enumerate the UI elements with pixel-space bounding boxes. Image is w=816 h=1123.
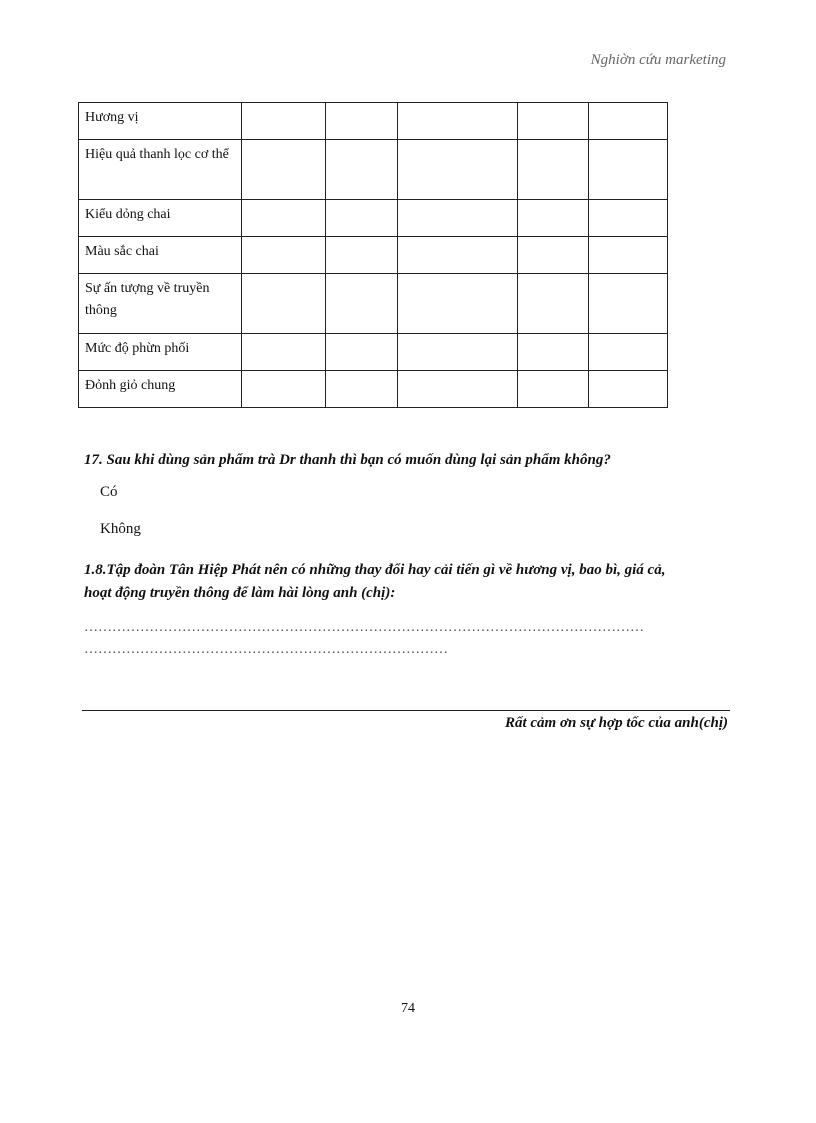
table-cell — [398, 200, 518, 237]
divider — [82, 710, 730, 711]
table-cell — [398, 140, 518, 200]
table-cell — [518, 140, 589, 200]
row-label: Hương vị — [79, 103, 242, 140]
table-cell — [589, 274, 668, 334]
option-no[interactable]: Không — [100, 521, 141, 537]
table-cell — [589, 371, 668, 408]
table-row — [79, 371, 668, 408]
table-cell — [518, 237, 589, 274]
table-cell — [518, 274, 589, 334]
table-cell — [242, 140, 326, 200]
table-cell — [326, 200, 398, 237]
table-cell — [589, 200, 668, 237]
table-cell — [242, 274, 326, 334]
row-label: Hiệu quả thanh lọc cơ thể — [79, 140, 242, 200]
table-cell — [242, 371, 326, 408]
table-cell — [589, 140, 668, 200]
row-label: Mức độ phừn phối — [79, 334, 242, 371]
table-cell — [398, 103, 518, 140]
table-cell — [242, 200, 326, 237]
table-cell — [326, 274, 398, 334]
table-cell — [518, 334, 589, 371]
table-row — [79, 200, 668, 237]
table-cell — [518, 200, 589, 237]
table-cell — [589, 334, 668, 371]
row-label: Màu sắc chai — [79, 237, 242, 274]
table-cell — [398, 371, 518, 408]
table-cell — [518, 103, 589, 140]
table-row — [79, 103, 668, 140]
table-cell — [242, 103, 326, 140]
table-cell — [326, 371, 398, 408]
question-18-line1: 1.8.Tập đoàn Tân Hiệp Phát nên có những thay đổi hay cải tiến gì về hương vị, bao bì, giá cả, — [84, 562, 666, 578]
table-row — [79, 334, 668, 371]
thank-you-note: Rất cảm ơn sự hợp tốc của anh(chị) — [504, 715, 728, 731]
rating-table — [78, 102, 668, 408]
question-17: 17. Sau khi dùng sản phẩm trà Dr thanh thì bạn có muốn dùng lại sản phẩm không? — [84, 452, 611, 468]
option-yes[interactable]: Có — [100, 484, 118, 500]
table-cell — [326, 334, 398, 371]
answer-line-2[interactable]: …………………………………………………………………… — [84, 642, 448, 657]
table-row — [79, 140, 668, 200]
table-row — [79, 274, 668, 334]
answer-line-1[interactable]: ………………………………………………………………………………………………………… — [84, 620, 644, 635]
table-cell — [242, 237, 326, 274]
table-cell — [518, 371, 589, 408]
row-label: Sự ấn tượng về truyền thông — [79, 274, 242, 334]
table-cell — [326, 103, 398, 140]
table-cell — [326, 237, 398, 274]
table-cell — [242, 334, 326, 371]
table-cell — [398, 237, 518, 274]
page-number: 74 — [401, 1001, 415, 1016]
row-label: Đỏnh giỏ chung — [79, 371, 242, 408]
running-header: Nghiờn cứu marketing — [590, 52, 726, 68]
row-label: Kiểu dỏng chai — [79, 200, 242, 237]
question-18-line2: hoạt động truyền thông để làm hài lòng anh (chị): — [84, 585, 396, 601]
table-cell — [398, 334, 518, 371]
table-row — [79, 237, 668, 274]
table-cell — [589, 237, 668, 274]
table-cell — [398, 274, 518, 334]
table-cell — [326, 140, 398, 200]
table-cell — [589, 103, 668, 140]
